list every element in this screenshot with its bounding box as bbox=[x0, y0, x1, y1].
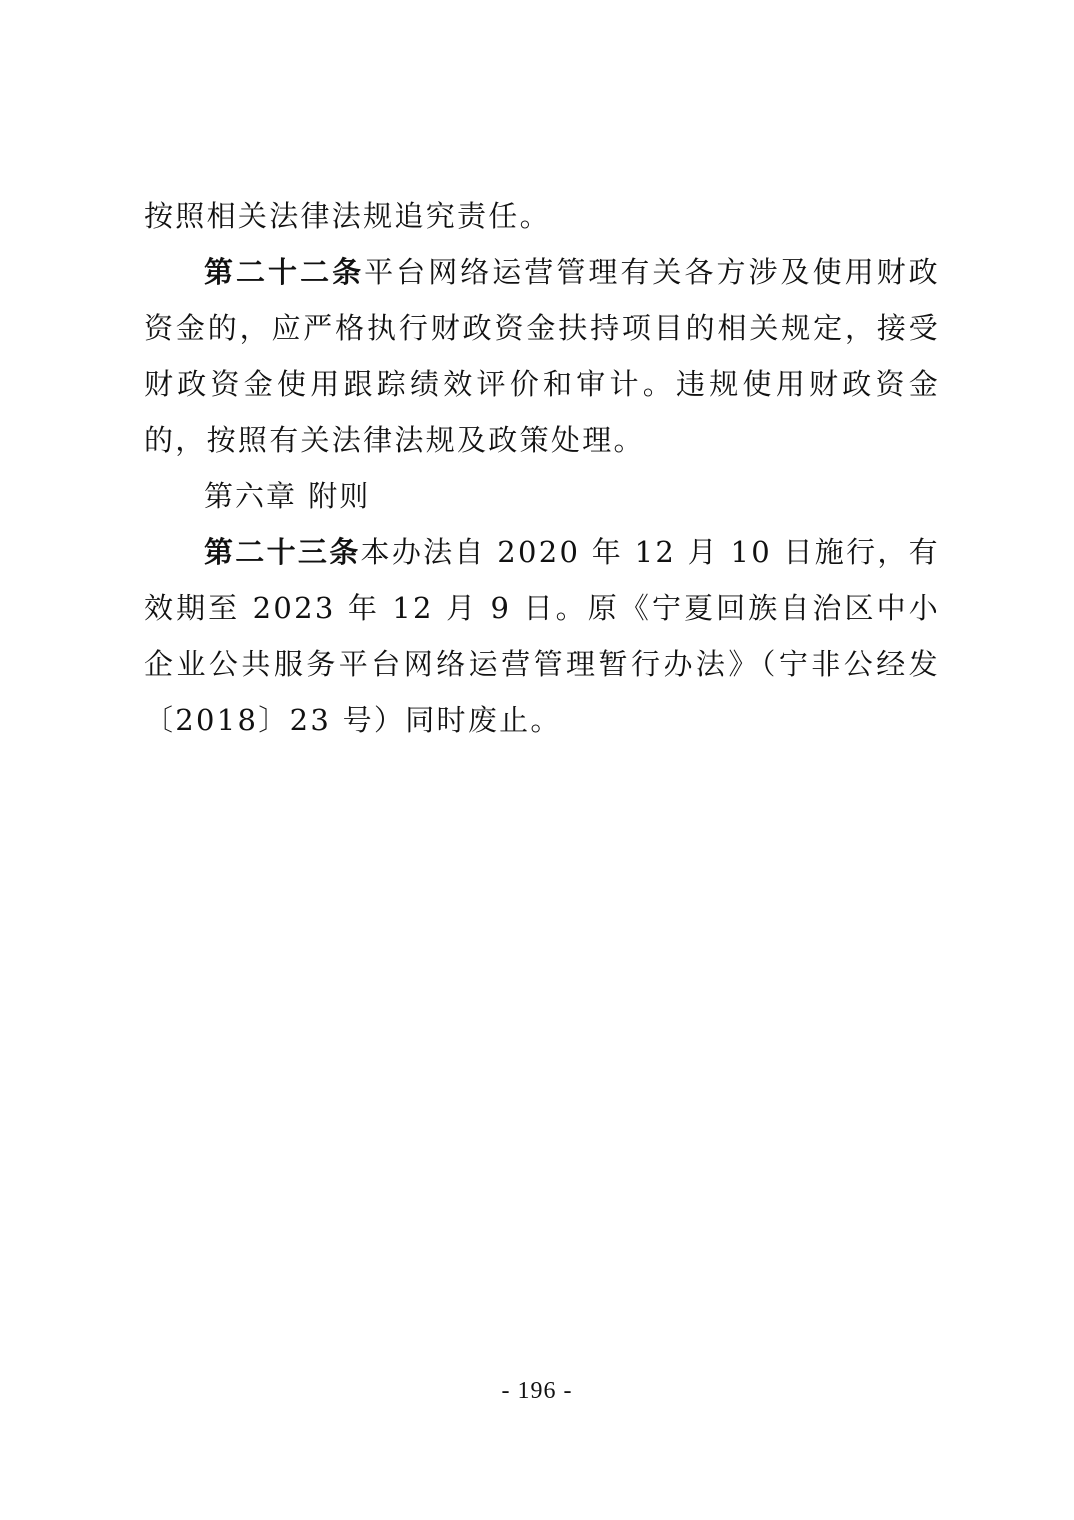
article-22-paragraph bbox=[144, 244, 940, 468]
chapter-6-title: 附则 bbox=[308, 479, 371, 513]
article-22-body: 平台网络运营管理有关各方涉及使用财政资金的，应严格执行财政资金扶持项目的相关规定，接受财政资金使用跟踪绩效评价和审计。违规使用财政资金的，按照有关法律法规及政策处理。 bbox=[144, 255, 940, 457]
chapter-6-heading bbox=[144, 468, 940, 524]
chapter-6-number: 第六章 bbox=[204, 479, 298, 513]
page-number: - 196 - bbox=[501, 1378, 573, 1404]
document-body bbox=[144, 188, 940, 748]
article-23-body: 本办法自 2020 年 12 月 10 日施行，有效期至 2023 年 12 月 9 日。原《宁夏回族自治区中小企业公共服务平台网络运营管理暂行办法》（宁非公经发〔2018〕23 号）同时废止。 bbox=[144, 535, 940, 737]
article-22-heading: 第二十二条 bbox=[204, 255, 365, 289]
continued-text: 按照相关法律法规追究责任。 bbox=[144, 199, 551, 233]
article-23-paragraph bbox=[144, 524, 940, 748]
article-23-heading: 第二十三条 bbox=[204, 535, 361, 569]
continued-paragraph bbox=[144, 188, 940, 244]
